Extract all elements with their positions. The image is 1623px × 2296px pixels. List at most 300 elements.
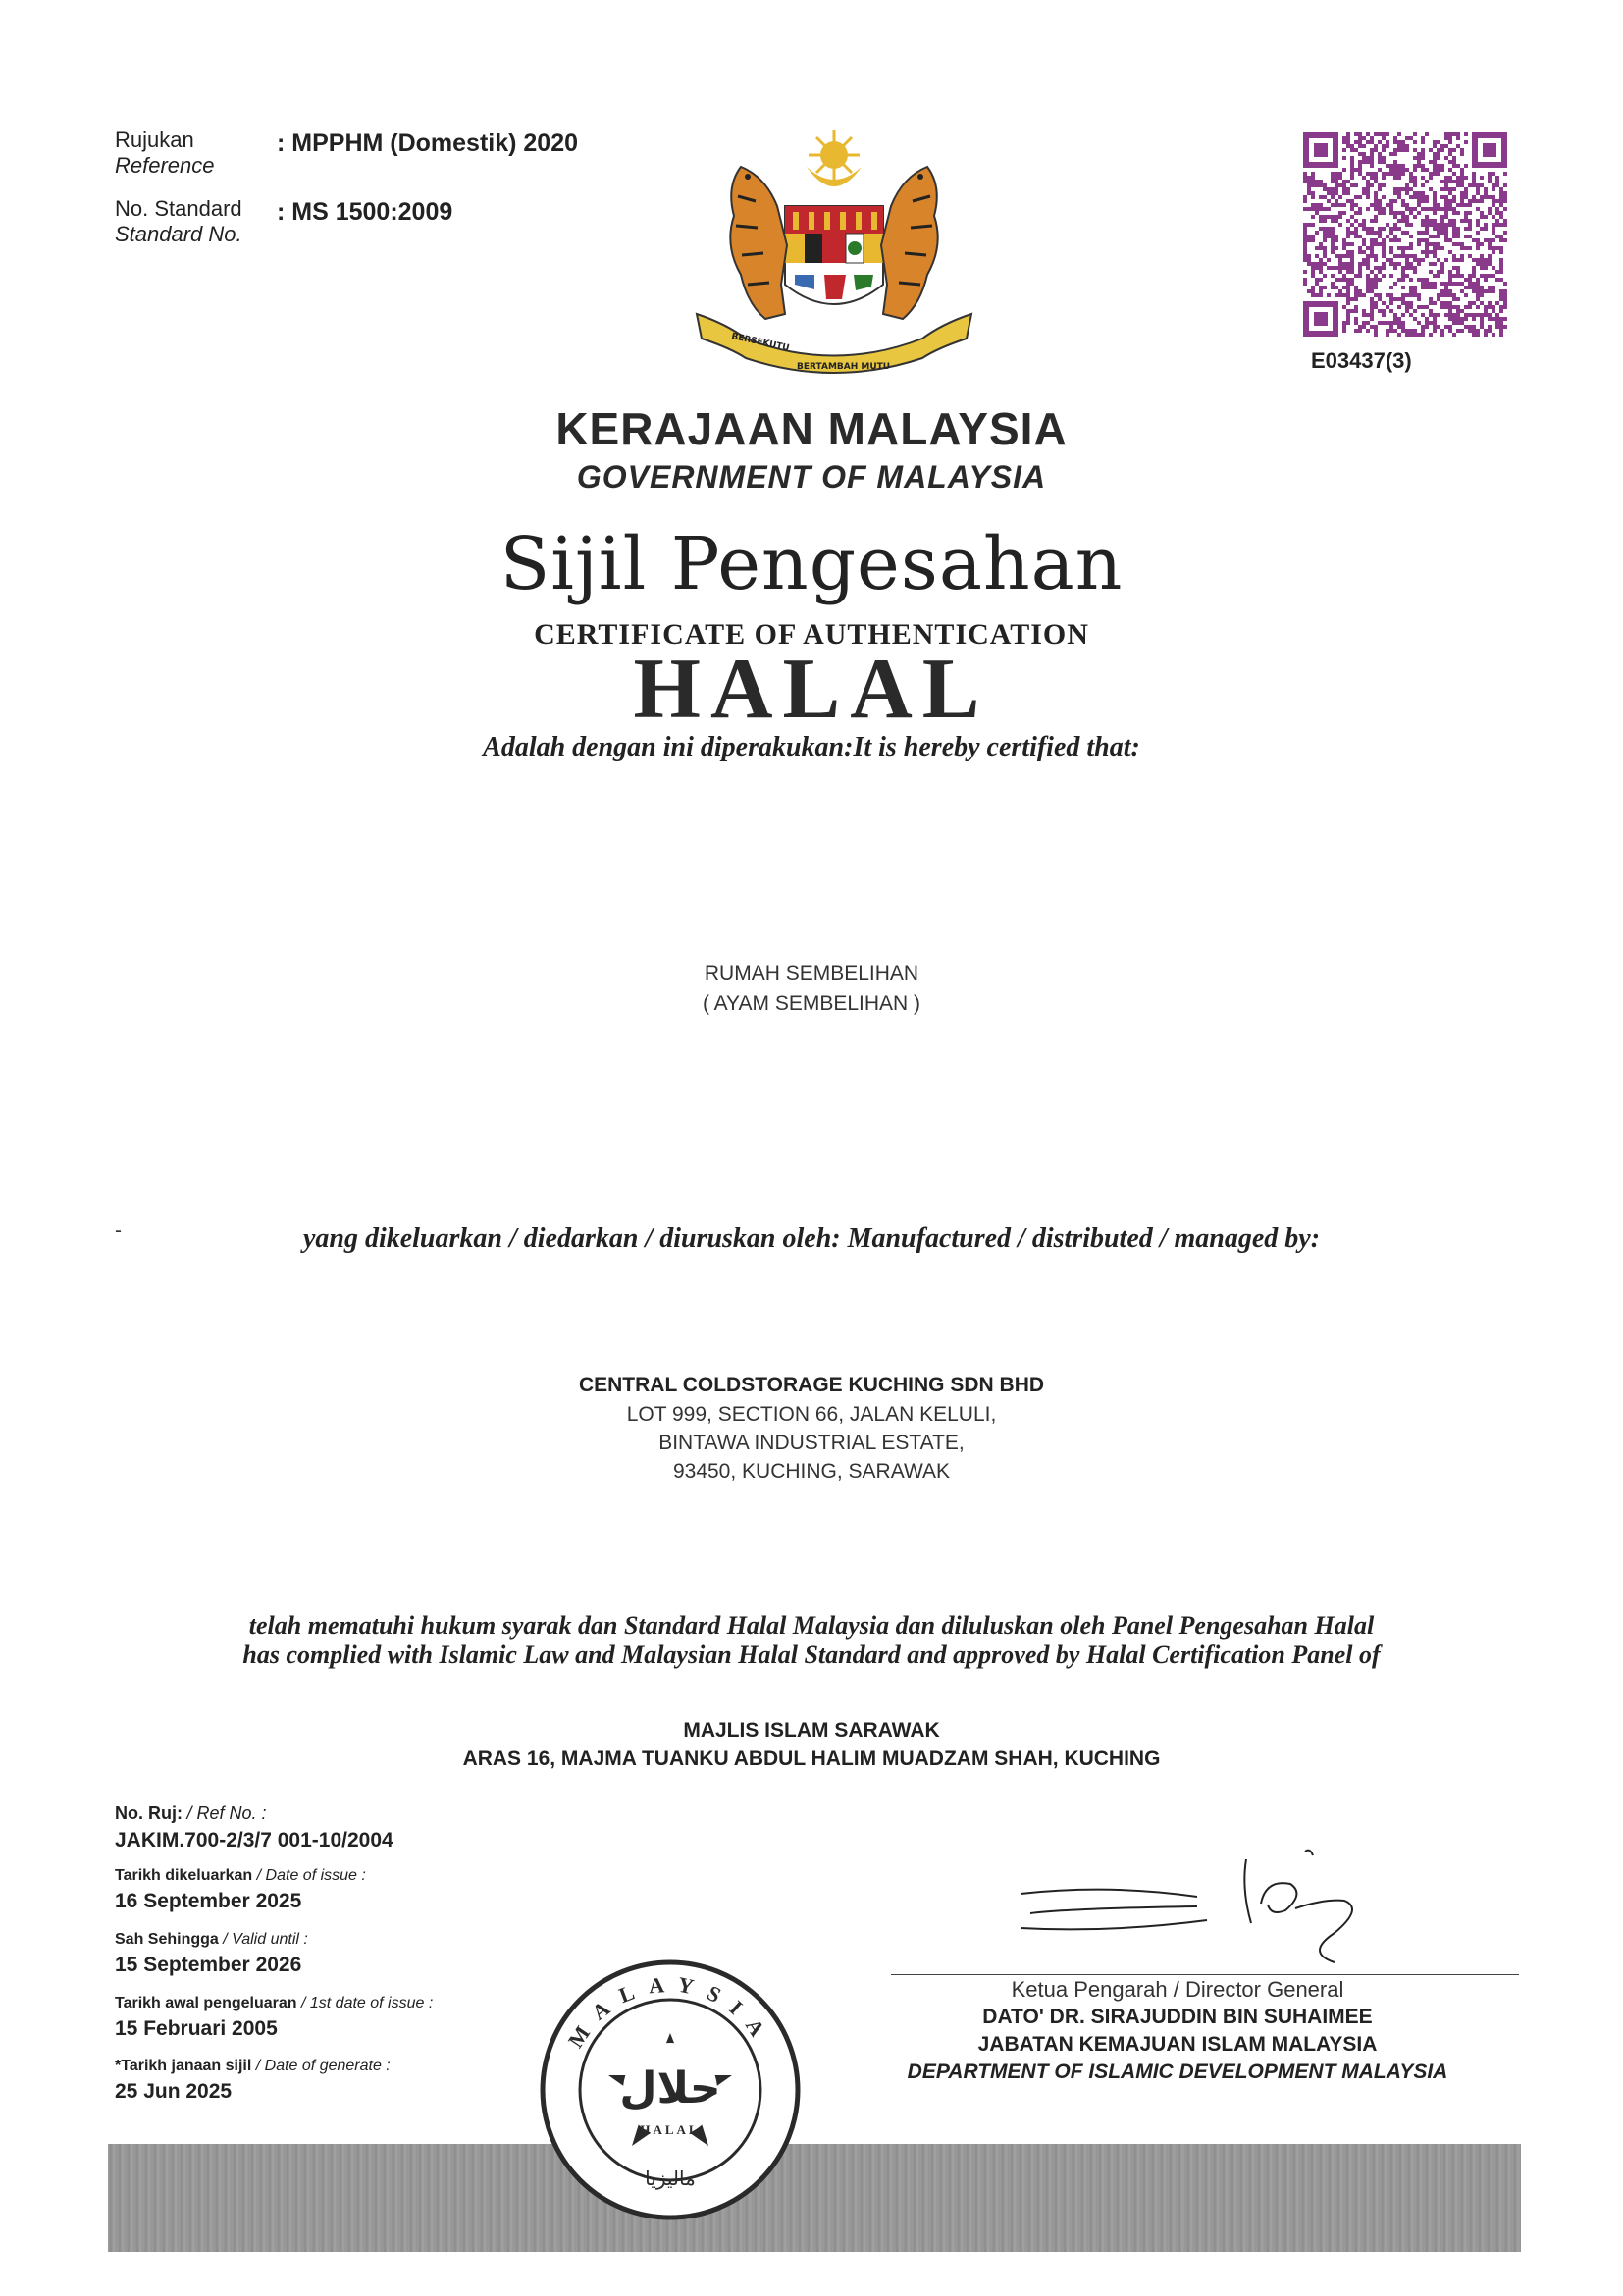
qr-cell — [1425, 227, 1429, 231]
qr-cell — [1499, 195, 1503, 199]
qr-cell — [1437, 172, 1440, 176]
qr-cell — [1335, 293, 1338, 297]
qr-cell — [1421, 207, 1425, 211]
qr-cell — [1342, 238, 1346, 242]
qr-cell — [1425, 231, 1429, 235]
qr-cell — [1413, 270, 1417, 274]
qr-cell — [1362, 223, 1366, 227]
qr-cell — [1319, 180, 1323, 183]
qr-cell — [1386, 293, 1389, 297]
qr-cell — [1362, 152, 1366, 156]
qr-cell — [1397, 246, 1401, 250]
qr-cell — [1362, 242, 1366, 246]
qr-cell — [1370, 289, 1374, 293]
qr-cell — [1492, 195, 1495, 199]
qr-cell — [1389, 321, 1393, 325]
qr-cell — [1378, 321, 1382, 325]
qr-cell — [1311, 215, 1315, 219]
qr-cell — [1393, 211, 1397, 215]
qr-cell — [1354, 329, 1358, 333]
qr-cell — [1440, 246, 1444, 250]
qr-cell — [1440, 270, 1444, 274]
qr-cell — [1460, 172, 1464, 176]
qr-cell — [1476, 329, 1480, 333]
qr-cell — [1311, 176, 1315, 180]
qr-cell — [1456, 164, 1460, 168]
qr-cell — [1374, 215, 1378, 219]
qr-cell — [1401, 321, 1405, 325]
qr-cell — [1386, 329, 1389, 333]
qr-cell — [1503, 238, 1507, 242]
qr-cell — [1437, 235, 1440, 238]
qr-cell — [1327, 258, 1331, 262]
qr-cell — [1358, 246, 1362, 250]
qr-cell — [1362, 227, 1366, 231]
qr-cell — [1358, 293, 1362, 297]
qr-cell — [1382, 309, 1386, 313]
qr-cell — [1307, 258, 1311, 262]
qr-cell — [1389, 152, 1393, 156]
qr-cell — [1468, 325, 1472, 329]
qr-cell — [1350, 258, 1354, 262]
qr-cell — [1425, 317, 1429, 321]
qr-cell — [1437, 274, 1440, 278]
qr-cell — [1472, 274, 1476, 278]
qr-cell — [1437, 246, 1440, 250]
qr-cell — [1374, 254, 1378, 258]
qr-cell — [1397, 176, 1401, 180]
qr-cell — [1417, 211, 1421, 215]
qr-cell — [1350, 156, 1354, 160]
qr-cell — [1429, 223, 1433, 227]
qr-cell — [1452, 274, 1456, 278]
qr-cell — [1393, 266, 1397, 270]
qr-cell — [1401, 164, 1405, 168]
qr-cell — [1346, 180, 1350, 183]
qr-cell — [1456, 227, 1460, 231]
qr-cell — [1307, 262, 1311, 266]
qr-cell — [1448, 180, 1452, 183]
qr-cell — [1366, 140, 1370, 144]
qr-cell — [1440, 289, 1444, 293]
qr-cell — [1499, 215, 1503, 219]
qr-cell — [1319, 258, 1323, 262]
qr-cell — [1448, 136, 1452, 140]
qr-cell — [1429, 148, 1433, 152]
qr-cell — [1374, 282, 1378, 286]
qr-cell — [1413, 191, 1417, 195]
qr-cell — [1452, 266, 1456, 270]
qr-cell — [1303, 246, 1307, 250]
qr-cell — [1444, 156, 1448, 160]
qr-cell — [1401, 199, 1405, 203]
qr-cell — [1358, 223, 1362, 227]
qr-cell — [1374, 286, 1378, 289]
qr-cell — [1374, 278, 1378, 282]
qr-cell — [1362, 219, 1366, 223]
qr-cell — [1409, 172, 1413, 176]
qr-cell — [1480, 286, 1484, 289]
qr-cell — [1397, 278, 1401, 282]
qr-cell — [1323, 262, 1327, 266]
qr-cell — [1433, 160, 1437, 164]
qr-cell — [1495, 180, 1499, 183]
first-issue-label — [115, 1995, 433, 2012]
qr-cell — [1503, 293, 1507, 297]
signature-icon — [1011, 1840, 1423, 1967]
qr-cell — [1456, 282, 1460, 286]
qr-cell — [1444, 227, 1448, 231]
qr-cell — [1444, 195, 1448, 199]
qr-cell — [1499, 235, 1503, 238]
qr-cell — [1389, 297, 1393, 301]
qr-cell — [1409, 293, 1413, 297]
qr-cell — [1397, 305, 1401, 309]
qr-cell — [1389, 211, 1393, 215]
qr-cell — [1433, 199, 1437, 203]
qr-cell — [1468, 305, 1472, 309]
qr-cell — [1354, 289, 1358, 293]
qr-cell — [1374, 293, 1378, 297]
qr-cell — [1484, 215, 1488, 219]
qr-cell — [1429, 313, 1433, 317]
qr-cell — [1488, 301, 1492, 305]
qr-cell — [1401, 187, 1405, 191]
qr-cell — [1374, 132, 1378, 136]
qr-cell — [1409, 278, 1413, 282]
qr-cell — [1405, 144, 1409, 148]
qr-cell — [1393, 282, 1397, 286]
qr-cell — [1452, 180, 1456, 183]
qr-cell — [1382, 144, 1386, 148]
qr-cell — [1350, 164, 1354, 168]
qr-cell — [1440, 219, 1444, 223]
qr-cell — [1374, 191, 1378, 195]
qr-cell — [1315, 231, 1319, 235]
qr-cell — [1472, 199, 1476, 203]
qr-cell — [1405, 168, 1409, 172]
qr-cell — [1405, 136, 1409, 140]
qr-cell — [1374, 180, 1378, 183]
qr-cell — [1433, 274, 1437, 278]
qr-cell — [1401, 250, 1405, 254]
qr-cell — [1382, 262, 1386, 266]
qr-cell — [1338, 176, 1342, 180]
qr-cell — [1468, 199, 1472, 203]
generate-date-label-ms: *Tarikh janaan sijil — [115, 2058, 252, 2074]
qr-cell — [1342, 191, 1346, 195]
qr-cell — [1358, 325, 1362, 329]
signatory-department-ms: JABATAN KEMAJUAN ISLAM MALAYSIA — [977, 2033, 1378, 2056]
qr-cell — [1429, 219, 1433, 223]
qr-cell — [1480, 242, 1484, 246]
qr-cell — [1452, 282, 1456, 286]
qr-cell — [1468, 286, 1472, 289]
qr-cell — [1346, 250, 1350, 254]
qr-cell — [1472, 266, 1476, 270]
qr-cell — [1417, 238, 1421, 242]
qr-cell — [1448, 278, 1452, 282]
qr-cell — [1370, 297, 1374, 301]
qr-cell — [1331, 180, 1335, 183]
qr-cell — [1448, 282, 1452, 286]
qr-cell — [1397, 172, 1401, 176]
qr-cell — [1429, 187, 1433, 191]
qr-cell — [1366, 195, 1370, 199]
qr-cell — [1393, 329, 1397, 333]
qr-cell — [1378, 203, 1382, 207]
qr-cell — [1366, 266, 1370, 270]
qr-cell — [1370, 282, 1374, 286]
qr-cell — [1362, 325, 1366, 329]
qr-cell — [1338, 183, 1342, 187]
qr-cell — [1488, 262, 1492, 266]
qr-cell — [1499, 211, 1503, 215]
qr-cell — [1370, 250, 1374, 254]
qr-cell — [1346, 317, 1350, 321]
qr-cell — [1413, 156, 1417, 160]
qr-cell — [1374, 274, 1378, 278]
qr-cell — [1444, 211, 1448, 215]
qr-cell — [1370, 183, 1374, 187]
qr-cell — [1370, 140, 1374, 144]
qr-cell — [1393, 238, 1397, 242]
qr-cell — [1382, 136, 1386, 140]
qr-cell — [1499, 223, 1503, 227]
qr-cell — [1378, 211, 1382, 215]
qr-cell — [1476, 282, 1480, 286]
qr-cell — [1370, 172, 1374, 176]
qr-cell — [1397, 219, 1401, 223]
qr-cell — [1499, 333, 1503, 337]
qr-cell — [1327, 293, 1331, 297]
qr-cell — [1327, 199, 1331, 203]
qr-cell — [1429, 250, 1433, 254]
qr-cell — [1307, 191, 1311, 195]
qr-cell — [1311, 238, 1315, 242]
qr-cell — [1370, 301, 1374, 305]
qr-cell — [1413, 183, 1417, 187]
qr-cell — [1350, 242, 1354, 246]
qr-cell — [1342, 168, 1346, 172]
qr-cell — [1370, 203, 1374, 207]
qr-cell — [1468, 223, 1472, 227]
qr-cell — [1366, 187, 1370, 191]
qr-cell — [1413, 309, 1417, 313]
qr-cell — [1417, 160, 1421, 164]
qr-cell — [1378, 132, 1382, 136]
qr-cell — [1452, 219, 1456, 223]
qr-cell — [1488, 317, 1492, 321]
qr-cell — [1440, 223, 1444, 227]
qr-cell — [1393, 140, 1397, 144]
qr-cell — [1456, 235, 1460, 238]
qr-cell — [1350, 282, 1354, 286]
qr-cell — [1358, 164, 1362, 168]
halal-seal — [538, 1957, 803, 2222]
qr-cell — [1354, 219, 1358, 223]
seal-arabic-bottom: ماليزيا — [645, 2166, 696, 2190]
qr-cell — [1468, 203, 1472, 207]
qr-cell — [1374, 207, 1378, 211]
qr-cell — [1338, 203, 1342, 207]
qr-cell — [1484, 187, 1488, 191]
qr-cell — [1338, 254, 1342, 258]
qr-cell — [1358, 329, 1362, 333]
qr-cell — [1444, 286, 1448, 289]
qr-cell — [1421, 282, 1425, 286]
qr-cell — [1499, 317, 1503, 321]
qr-cell — [1464, 293, 1468, 297]
qr-cell — [1476, 278, 1480, 282]
qr-cell — [1401, 172, 1405, 176]
reference-block — [115, 128, 215, 179]
qr-cell — [1311, 183, 1315, 187]
qr-cell — [1342, 140, 1346, 144]
qr-cell — [1350, 266, 1354, 270]
qr-cell — [1433, 313, 1437, 317]
qr-cell — [1354, 293, 1358, 297]
qr-cell — [1315, 183, 1319, 187]
qr-cell — [1433, 242, 1437, 246]
qr-cell — [1476, 289, 1480, 293]
qr-cell — [1425, 180, 1429, 183]
qr-cell — [1370, 136, 1374, 140]
qr-cell — [1464, 305, 1468, 309]
qr-cell — [1401, 219, 1405, 223]
qr-cell — [1495, 211, 1499, 215]
qr-cell — [1499, 309, 1503, 313]
qr-cell — [1452, 156, 1456, 160]
qr-cell — [1421, 286, 1425, 289]
qr-cell — [1413, 168, 1417, 172]
qr-cell — [1425, 195, 1429, 199]
qr-cell — [1472, 183, 1476, 187]
qr-cell — [1374, 305, 1378, 309]
qr-cell — [1323, 246, 1327, 250]
qr-cell — [1362, 156, 1366, 160]
qr-cell — [1440, 301, 1444, 305]
qr-cell — [1382, 246, 1386, 250]
qr-cell — [1405, 223, 1409, 227]
qr-cell — [1331, 282, 1335, 286]
qr-cell — [1342, 148, 1346, 152]
qr-cell — [1354, 274, 1358, 278]
qr-cell — [1409, 207, 1413, 211]
qr-cell — [1346, 309, 1350, 313]
qr-cell — [1476, 231, 1480, 235]
qr-cell — [1417, 156, 1421, 160]
qr-cell — [1413, 148, 1417, 152]
qr-cell — [1503, 195, 1507, 199]
qr-cell — [1303, 223, 1307, 227]
qr-cell — [1374, 172, 1378, 176]
qr-cell — [1468, 278, 1472, 282]
qr-cell — [1354, 227, 1358, 231]
qr-cell — [1401, 215, 1405, 219]
qr-cell — [1413, 140, 1417, 144]
qr-cell — [1425, 282, 1429, 286]
qr-cell — [1319, 203, 1323, 207]
qr-cell — [1464, 278, 1468, 282]
signature — [1011, 1840, 1423, 1967]
qr-cell — [1492, 172, 1495, 176]
qr-cell — [1433, 246, 1437, 250]
issue-date-label-ms: Tarikh dikeluarkan — [115, 1867, 253, 1884]
qr-cell — [1350, 262, 1354, 266]
product-name: RUMAH SEMBELIHAN — [704, 963, 919, 985]
qr-cell — [1354, 203, 1358, 207]
qr-cell — [1378, 187, 1382, 191]
qr-cell — [1460, 282, 1464, 286]
qr-cell — [1378, 160, 1382, 164]
qr-cell — [1448, 160, 1452, 164]
qr-cell — [1499, 238, 1503, 242]
qr-cell — [1460, 321, 1464, 325]
qr-cell — [1323, 238, 1327, 242]
qr-cell — [1472, 317, 1476, 321]
qr-cell — [1389, 262, 1393, 266]
qr-cell — [1425, 242, 1429, 246]
qr-cell — [1448, 187, 1452, 191]
qr-cell — [1448, 301, 1452, 305]
qr-cell — [1405, 305, 1409, 309]
qr-cell — [1492, 199, 1495, 203]
qr-cell — [1503, 289, 1507, 293]
qr-cell — [1480, 289, 1484, 293]
qr-cell — [1397, 191, 1401, 195]
qr-cell — [1303, 270, 1307, 274]
compliance-statement-ms: telah mematuhi hukum syarak dan Standard Halal Malaysia dan diluluskan oleh Panel Pengesahan Halal — [248, 1611, 1375, 1640]
qr-cell — [1460, 329, 1464, 333]
qr-cell — [1405, 262, 1409, 266]
qr-cell — [1480, 266, 1484, 270]
qr-cell — [1413, 289, 1417, 293]
qr-cell — [1499, 278, 1503, 282]
qr-cell — [1335, 172, 1338, 176]
qr-cell — [1409, 136, 1413, 140]
qr-cell — [1437, 242, 1440, 246]
qr-cell — [1421, 164, 1425, 168]
qr-cell — [1476, 258, 1480, 262]
reference-label-en: Reference — [115, 153, 215, 178]
qr-cell — [1350, 250, 1354, 254]
qr-cell — [1472, 282, 1476, 286]
qr-cell — [1386, 305, 1389, 309]
qr-cell — [1421, 176, 1425, 180]
qr-cell — [1354, 317, 1358, 321]
qr-cell — [1495, 325, 1499, 329]
qr-cell — [1401, 254, 1405, 258]
qr-cell — [1401, 297, 1405, 301]
qr-cell — [1448, 317, 1452, 321]
qr-cell — [1460, 180, 1464, 183]
qr-cell — [1488, 242, 1492, 246]
qr-cell — [1480, 321, 1484, 325]
qr-cell — [1358, 136, 1362, 140]
qr-cell — [1437, 156, 1440, 160]
qr-cell — [1440, 215, 1444, 219]
qr-cell — [1370, 317, 1374, 321]
qr-cell — [1440, 262, 1444, 266]
qr-cell — [1358, 266, 1362, 270]
qr-cell — [1503, 305, 1507, 309]
qr-cell — [1346, 254, 1350, 258]
qr-cell — [1311, 235, 1315, 238]
qr-cell — [1382, 313, 1386, 317]
qr-cell — [1444, 313, 1448, 317]
qr-cell — [1433, 301, 1437, 305]
